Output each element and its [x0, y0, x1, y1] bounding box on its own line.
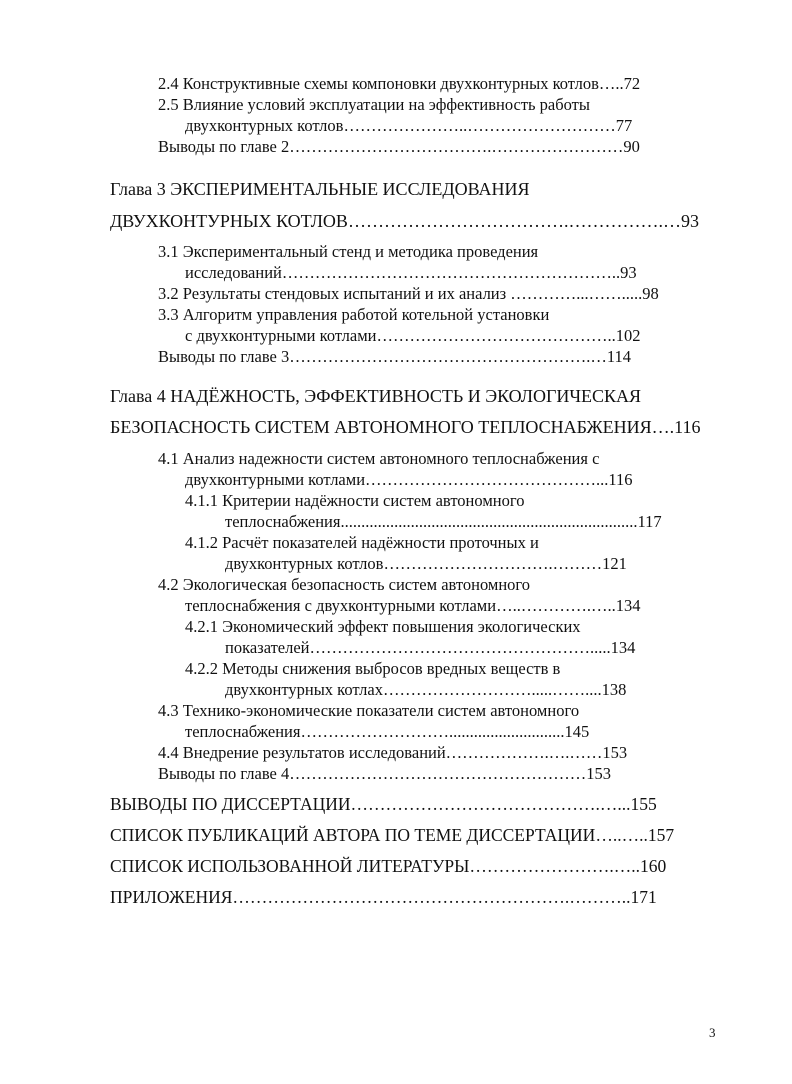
toc-entry-3-1-title: 3.1 Экспериментальный стенд и методика проведения [158, 242, 539, 261]
toc-entry-4-3-title: 4.3 Технико-экономические показатели систем автономного [158, 701, 580, 720]
toc-appendices: ПРИЛОЖЕНИЯ………………………………………………….………..171 [110, 887, 657, 907]
toc-chapter-4-title: Глава 4 НАДЁЖНОСТЬ, ЭФФЕКТИВНОСТЬ И ЭКОЛОГИЧЕСКАЯ [110, 386, 642, 406]
toc-entry-4-2-page: теплоснабжения с двухконтурными котлами…..………….…..134 [185, 596, 641, 615]
page-number: 3 [709, 1025, 716, 1040]
toc-entry-4-1-page: двухконтурными котлами……………………………………...116 [185, 470, 633, 489]
toc-chapter-4-page: БЕЗОПАСНОСТЬ СИСТЕМ АВТОНОМНОГО ТЕПЛОСНАБЖЕНИЯ….116 [110, 417, 701, 437]
toc-entry-3-3-page: с двухконтурными котлами……………………………………..102 [185, 326, 641, 345]
toc-entry-4-1-1-page: теплоснабжения........................................................................117 [225, 512, 662, 531]
toc-thesis-conclusions: ВЫВОДЫ ПО ДИССЕРТАЦИИ…………………………………….…...155 [110, 794, 657, 814]
toc-entry-4-2-1-title: 4.2.1 Экономический эффект повышения экологических [185, 617, 581, 636]
toc-references: СПИСОК ИСПОЛЬЗОВАННОЙ ЛИТЕРАТУРЫ…………………….…..160 [110, 856, 667, 876]
toc-chapter-3-title: Глава 3 ЭКСПЕРИМЕНТАЛЬНЫЕ ИССЛЕДОВАНИЯ [110, 179, 530, 199]
toc-entry-4-2-2-page: двухконтурных котлах……………………….....……....138 [225, 680, 627, 699]
toc-entry-4-2-2-title: 4.2.2 Методы снижения выбросов вредных веществ в [185, 659, 561, 678]
toc-entry-4-1-2-page: двухконтурных котлов………………………….………121 [225, 554, 627, 573]
toc-entry-4-2-title: 4.2 Экологическая безопасность систем автономного [158, 575, 531, 594]
toc-entry-4-4: 4.4 Внедрение результатов исследований……………….….……153 [158, 743, 628, 762]
toc-entry-4-1-1-title: 4.1.1 Критерии надёжности систем автономного [185, 491, 525, 510]
toc-entry-2-4: 2.4 Конструктивные схемы компоновки двухконтурных котлов…..72 [158, 74, 641, 93]
toc-entry-3-2: 3.2 Результаты стендовых испытаний и их анализ …………...…….....98 [158, 284, 659, 303]
toc-entry-2-5-page: двухконтурных котлов…………………..………………………77 [185, 116, 633, 135]
toc-entry-4-3-page: теплоснабжения………………………............................145 [185, 722, 590, 741]
toc-conclusions-chapter-3: Выводы по главе 3……………………………………………….…114 [158, 347, 631, 366]
toc-author-publications: СПИСОК ПУБЛИКАЦИЙ АВТОРА ПО ТЕМЕ ДИССЕРТАЦИИ…..…..157 [110, 825, 675, 845]
toc-conclusions-chapter-2: Выводы по главе 2……………………………….……………………90 [158, 137, 640, 156]
toc-entry-3-1-page: исследований……………………………………………………..93 [185, 263, 637, 282]
toc-entry-4-1-2-title: 4.1.2 Расчёт показателей надёжности проточных и [185, 533, 539, 552]
toc-conclusions-chapter-4: Выводы по главе 4………………………………………………153 [158, 764, 611, 783]
toc-chapter-3-page: ДВУХКОНТУРНЫХ КОТЛОВ……………………………….…………….…93 [110, 211, 699, 231]
toc-entry-4-1-title: 4.1 Анализ надежности систем автономного теплоснабжения с [158, 449, 600, 468]
toc-entry-2-5-title: 2.5 Влияние условий эксплуатации на эффективность работы [158, 95, 590, 114]
toc-entry-4-2-1-page: показателей…………………………………………….....134 [225, 638, 636, 657]
toc-entry-3-3-title: 3.3 Алгоритм управления работой котельной установки [158, 305, 550, 324]
